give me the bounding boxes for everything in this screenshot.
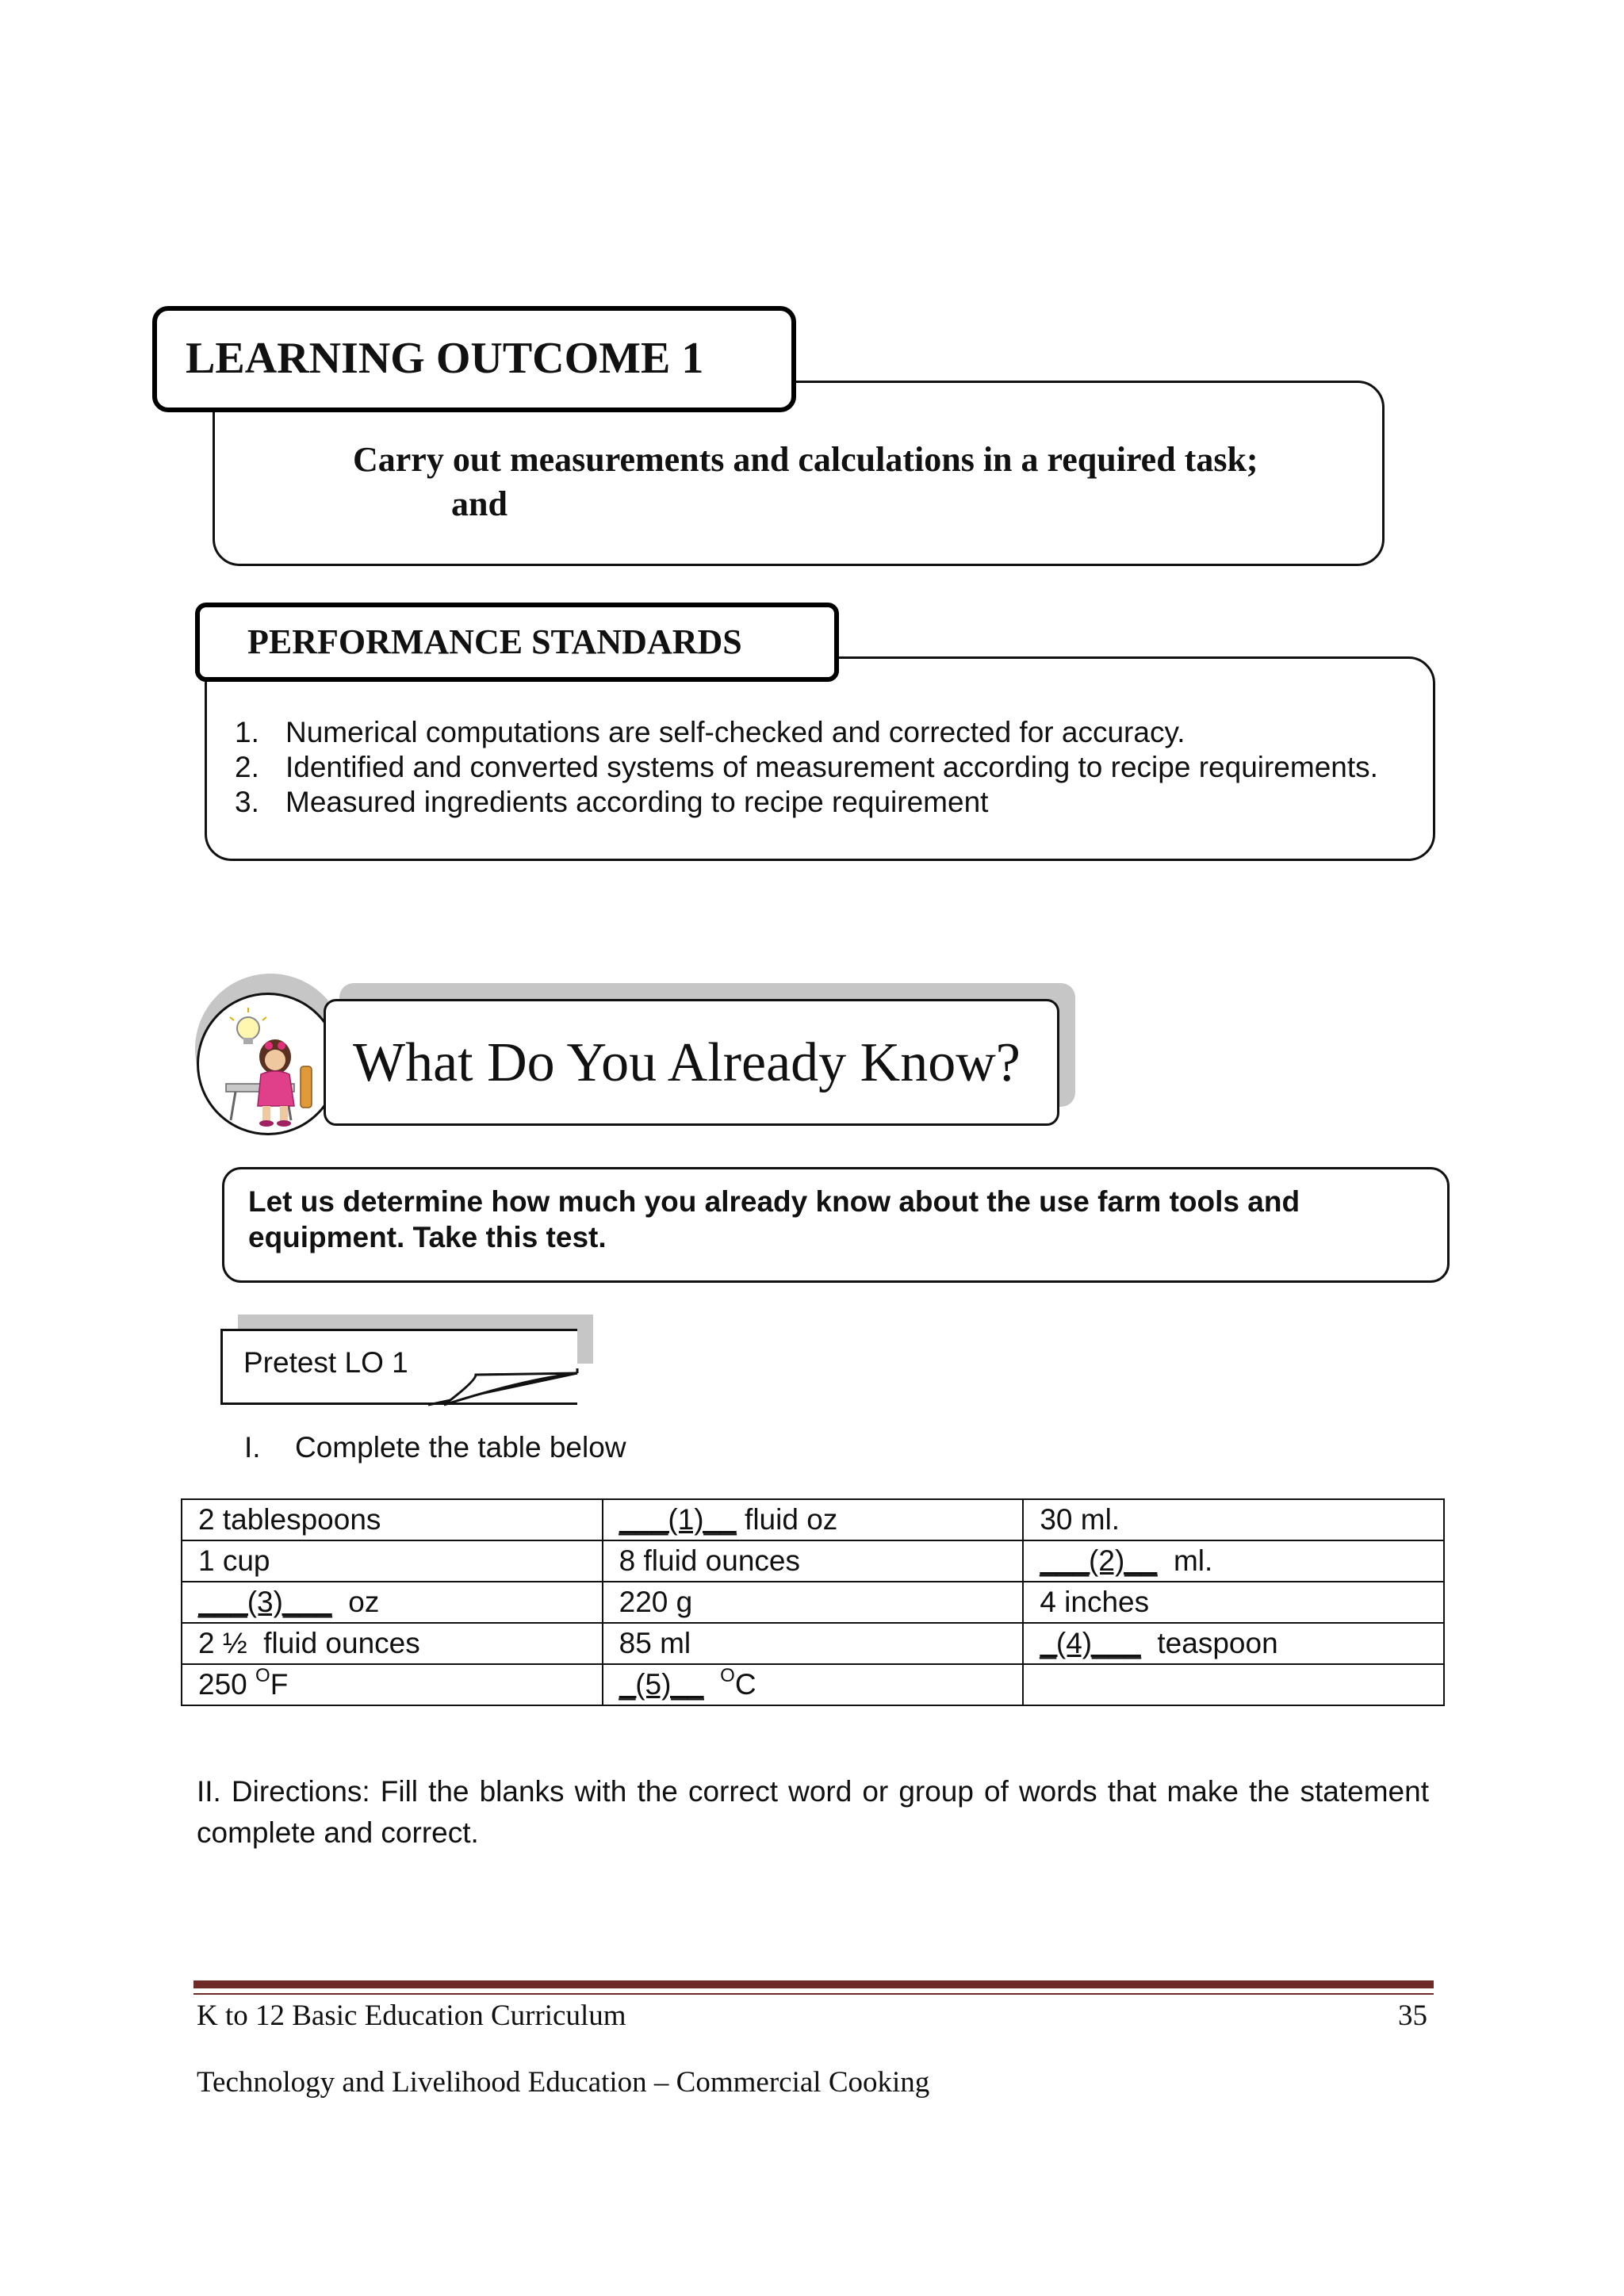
table-cell: 85 ml xyxy=(603,1623,1024,1664)
table-cell xyxy=(1023,1664,1444,1705)
degree-mark: O xyxy=(720,1665,735,1686)
footer-curriculum: K to 12 Basic Education Curriculum xyxy=(197,1999,626,2032)
degree-mark: O xyxy=(255,1665,270,1686)
list-item: 3. Measured ingredients according to recipe requirement xyxy=(235,786,989,818)
section-title: What Do You Already Know? xyxy=(324,999,1059,1126)
table-row xyxy=(182,1582,1444,1623)
conversion-table xyxy=(181,1498,1445,1706)
table-row xyxy=(182,1623,1444,1664)
answer-blank: ___(2)__ xyxy=(1040,1544,1158,1577)
list-item: 1. Numerical computations are self-checked and corrected for accuracy. xyxy=(235,716,1185,748)
answer-blank: _(4)___ xyxy=(1040,1627,1141,1659)
table-cell: 2 ½ fluid ounces xyxy=(182,1623,603,1664)
table-cell: ___(3)___ oz xyxy=(182,1582,603,1623)
page-curl-icon xyxy=(428,1368,587,1408)
table-cell: _(5)__ $^O$C xyxy=(603,1664,1024,1705)
table-cell: ___(2)__ ml. xyxy=(1023,1540,1444,1582)
footer-rule-thin xyxy=(193,1993,1434,1995)
table-cell: 4 inches xyxy=(1023,1582,1444,1623)
table-cell: 8 fluid ounces xyxy=(603,1540,1024,1582)
part1-numeral: I. xyxy=(244,1431,261,1464)
intro-instructions-box xyxy=(222,1167,1450,1283)
pretest-label: Pretest LO 1 xyxy=(243,1346,408,1379)
page-number: 35 xyxy=(1398,1999,1427,2032)
table-cell: 250 $^O$F xyxy=(182,1664,603,1705)
answer-blank: ___(1)__ xyxy=(619,1503,737,1536)
learning-outcome-label: LEARNING OUTCOME 1 xyxy=(186,334,704,383)
performance-standards-tab xyxy=(195,603,839,682)
intro-instructions: Let us determine how much you already know about the use farm tools and equipment. Take this test. xyxy=(248,1185,1300,1253)
table-cell: 2 tablespoons xyxy=(182,1499,603,1540)
table-cell: 220 g xyxy=(603,1582,1024,1623)
part2-directions: II. Directions: Fill the blanks with the correct word or group of words that make the statement complete and correct. xyxy=(197,1775,1429,1849)
table-row xyxy=(182,1540,1444,1582)
table-row xyxy=(182,1664,1444,1705)
part1-text: Complete the table below xyxy=(295,1431,626,1464)
footer-subject: Technology and Livelihood Education – Commercial Cooking xyxy=(197,2066,930,2099)
learning-outcome-line2: and xyxy=(451,484,508,523)
learning-outcome-tab xyxy=(152,306,796,412)
part1-instruction xyxy=(244,1430,626,1465)
student-thinking-illustration xyxy=(199,995,339,1135)
table-row xyxy=(182,1499,1444,1540)
student-thinking-icon xyxy=(197,993,339,1135)
table-cell: 30 ml. xyxy=(1023,1499,1444,1540)
footer-rule xyxy=(193,1980,1434,1988)
table-cell: _(4)___ teaspoon xyxy=(1023,1623,1444,1664)
table-cell: 1 cup xyxy=(182,1540,603,1582)
answer-blank: _(5)__ xyxy=(619,1668,704,1701)
learning-outcome-text xyxy=(353,438,1352,526)
performance-standards-label: PERFORMANCE STANDARDS xyxy=(247,622,742,661)
answer-blank: ___(3)___ xyxy=(198,1586,332,1618)
performance-standards-list xyxy=(235,715,1424,820)
table-cell: ___(1)__ fluid oz xyxy=(603,1499,1024,1540)
list-item: 2. Identified and converted systems of measurement according to recipe requirements. xyxy=(235,751,1378,783)
learning-outcome-line1: Carry out measurements and calculations in a required task; xyxy=(353,440,1258,479)
